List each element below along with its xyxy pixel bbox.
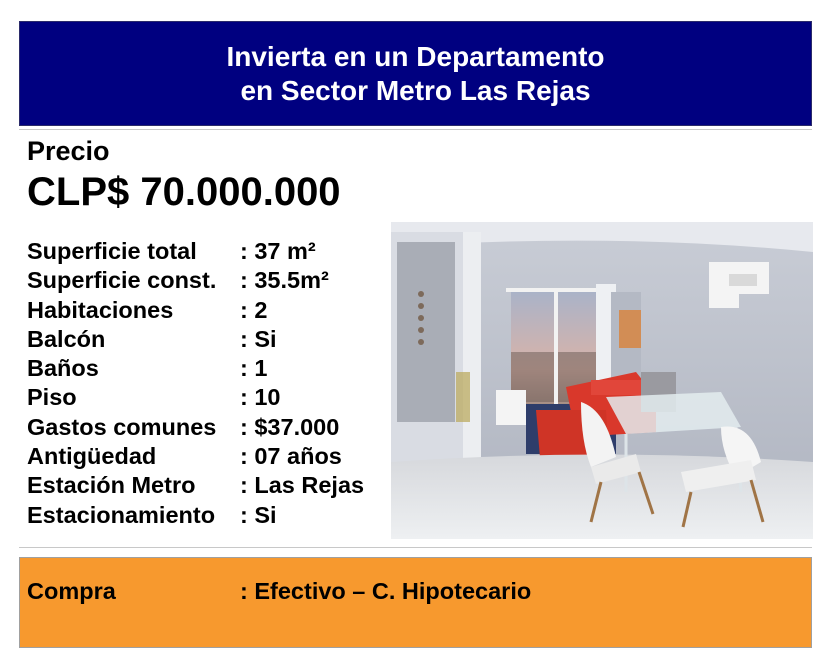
apartment-interior-photo — [391, 222, 813, 539]
spec-value: : Las Rejas — [240, 472, 365, 499]
spec-row — [27, 297, 364, 326]
spec-key: Estacionamiento — [27, 501, 216, 528]
spec-key: Antigüedad — [27, 443, 157, 470]
spec-key: Habitaciones — [27, 296, 174, 323]
spec-value: : 37 m² — [240, 238, 316, 264]
spec-row — [27, 267, 364, 296]
spec-row — [27, 384, 364, 413]
title-banner — [19, 21, 812, 126]
spec-value: : $37.000 — [240, 413, 340, 440]
banner-title-line-1: Invierta en un Departamento — [226, 40, 605, 72]
spec-value: : 1 — [240, 355, 268, 382]
spec-value: : 10 — [240, 384, 281, 411]
spec-row — [27, 443, 364, 472]
divider — [19, 547, 812, 548]
spec-row — [27, 326, 364, 355]
spec-key: Superficie const. — [27, 267, 217, 294]
spec-key: Balcón — [27, 325, 106, 352]
spec-row — [27, 472, 364, 501]
spec-row — [27, 414, 364, 443]
spec-row — [27, 502, 364, 531]
spec-value: : 2 — [240, 296, 268, 323]
spec-value: : 07 años — [240, 443, 342, 470]
payment-label: Compra — [27, 578, 116, 604]
price-label: Precio — [27, 136, 110, 166]
price-value: CLP$ 70.000.000 — [27, 170, 341, 214]
divider — [19, 129, 812, 130]
payment-value: : Efectivo – C. Hipotecario — [240, 578, 532, 604]
spec-key: Baños — [27, 355, 99, 382]
spec-key: Gastos comunes — [27, 413, 217, 440]
spec-row — [27, 238, 364, 267]
payment-box — [19, 557, 812, 648]
spec-value: : Si — [240, 325, 277, 352]
spec-row — [27, 355, 364, 384]
spec-key: Superficie total — [27, 238, 197, 264]
banner-title-line-2: en Sector Metro Las Rejas — [240, 74, 591, 106]
spec-value: : 35.5m² — [240, 267, 329, 294]
spec-value: : Si — [240, 501, 277, 528]
property-specs — [27, 238, 364, 531]
spec-key: Estación Metro — [27, 472, 196, 499]
spec-key: Piso — [27, 384, 77, 411]
